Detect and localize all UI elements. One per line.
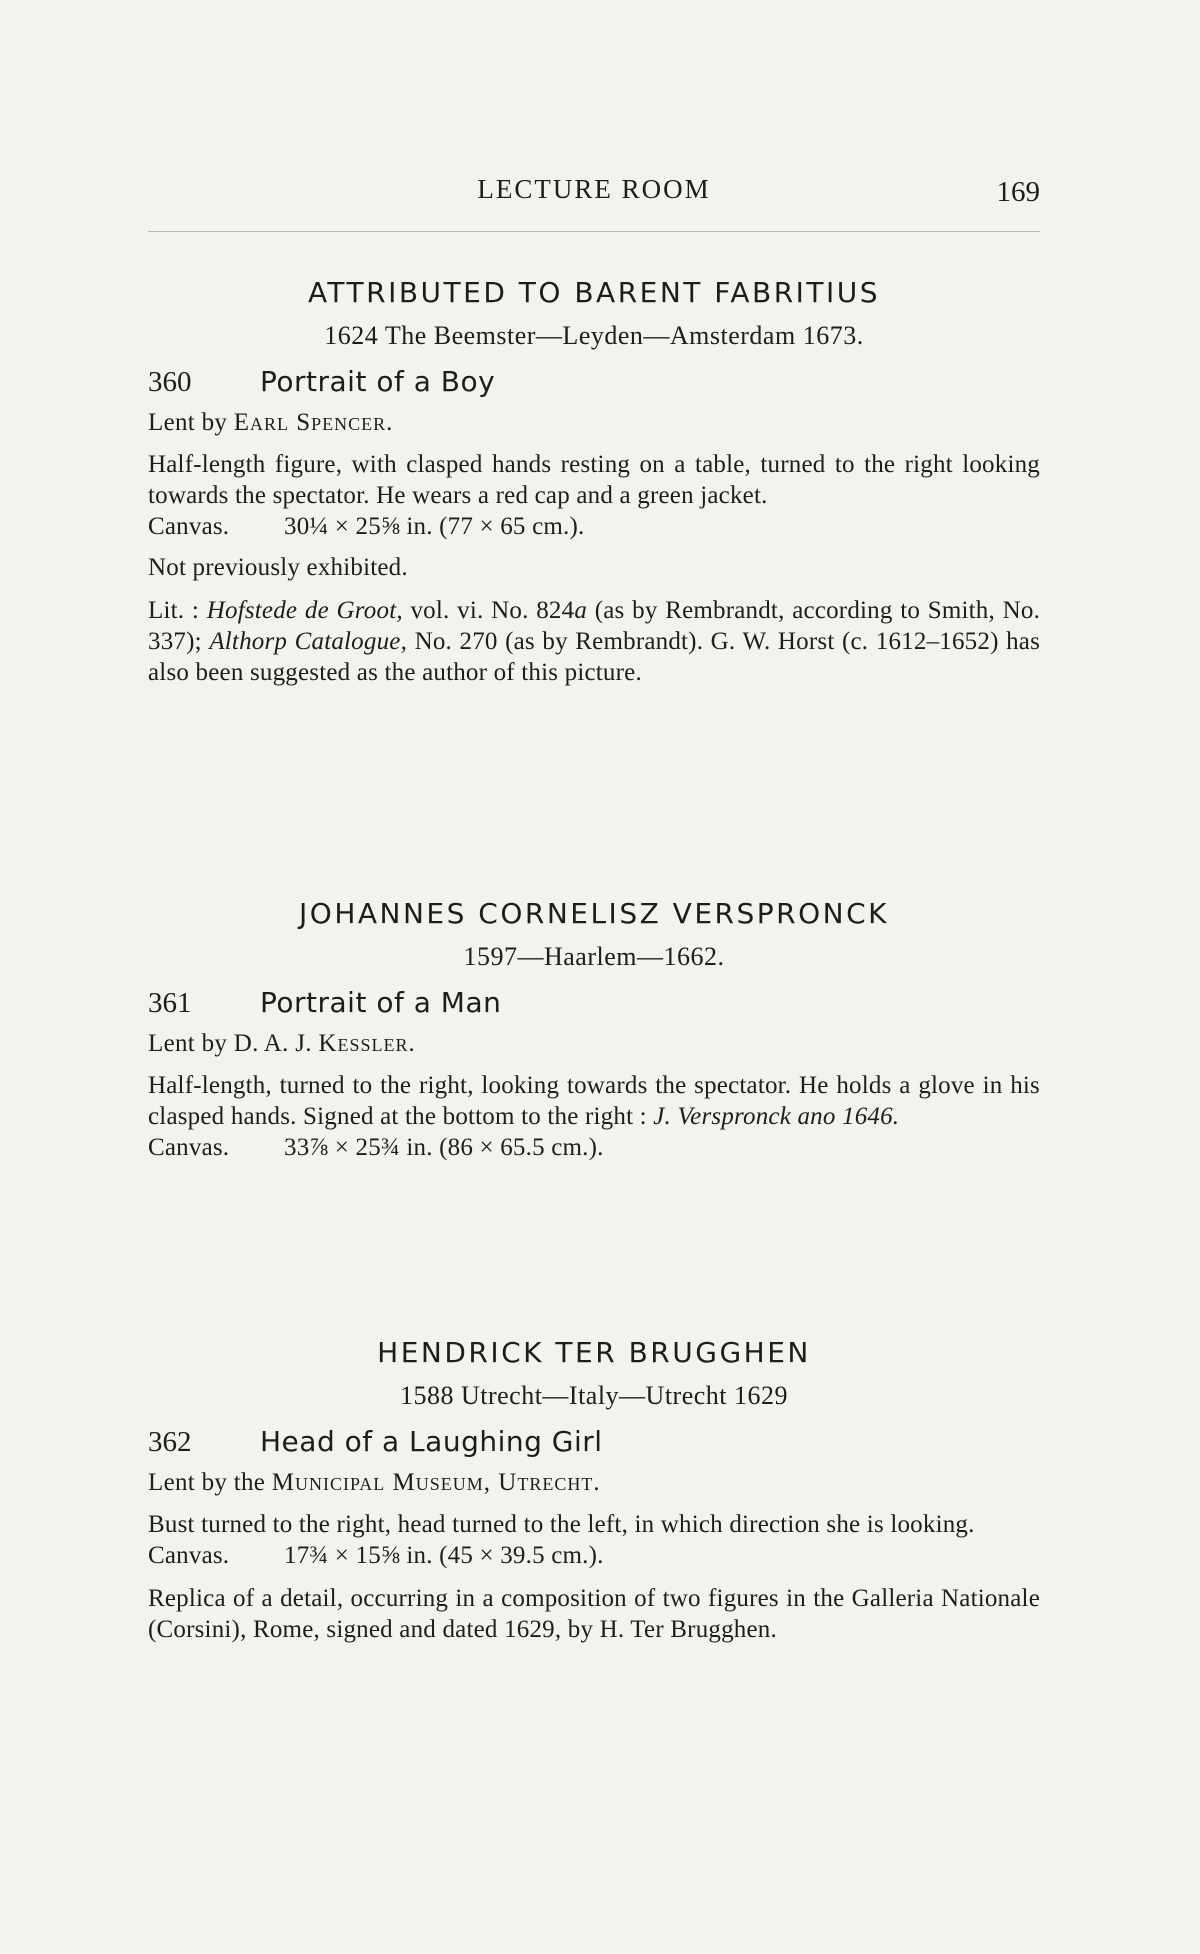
artist-dates: 1597—Haarlem—1662. [463,942,725,971]
artist-heading: JOHANNES CORNELISZ VERSPRONCK [299,897,889,930]
lender-name: Earl Spencer. [233,409,394,436]
signature-inscription: J. Verspronck ano 1646. [653,1103,900,1130]
lit-text-smith: (as by Rembrandt, according to Smith, No. 337); [148,597,1041,655]
entry-heading [148,1425,1040,1459]
lit-number-suffix: a [574,597,588,624]
description: Bust turned to the right, head turned to the left, in which direction she is looking. [148,1511,975,1538]
literature-note [148,595,1040,688]
catalogue-number: 361 [148,987,192,1019]
canvas-label: Canvas. [148,1134,230,1161]
page-number: 169 [996,176,1040,208]
lit-reference-hofstede: Hofstede de Groot, [206,597,403,624]
lent-prefix: Lent by [148,409,228,436]
lender-line [148,1469,1040,1497]
lit-text-horst: No. 270 (as by Rembrandt). G. W. Horst (c. 1612–1652) has also been suggested as the author of this picture. [148,628,1041,686]
entry-heading [148,986,1040,1020]
replica-note: Replica of a detail, occurring in a composition of two figures in the Galleria Nationale (Corsini), Rome, signed and dated 1629, by H. Ter Brugghen. [148,1585,1040,1643]
artist-dates: 1588 Utrecht—Italy—Utrecht 1629 [399,1381,789,1410]
lent-prefix: Lent by the [148,1469,266,1496]
header-rule [148,231,1040,232]
lender-line [148,409,1040,437]
entry-361 [148,897,1040,1163]
artist-dates: 1624 The Beemster—Leyden—Amsterdam 1673. [324,321,864,350]
lent-prefix: Lent by D. A. J. [148,1030,312,1057]
entry-360 [148,276,1040,688]
painting-title: Portrait of a Boy [260,365,496,398]
canvas-dimensions: 33⅞ × 25¾ in. (86 × 65.5 cm.). [284,1134,604,1161]
entry-362 [148,1336,1040,1645]
description-text: Half-length, turned to the right, looking towards the spectator. He holds a glove in his clasped hands. Signed at the bottom to the right : [148,1072,1040,1130]
painting-title: Head of a Laughing Girl [260,1425,603,1458]
exhibition-note: Not previously exhibited. [148,554,408,581]
lender-line [148,1030,1040,1058]
lit-prefix: Lit. : [148,597,200,624]
catalogue-number: 362 [148,1426,192,1458]
canvas-dimensions-line [148,1540,1040,1571]
running-head [148,172,1040,212]
canvas-dimensions-line [148,511,1040,542]
lit-text-volume: vol. vi. No. 824 [410,597,575,624]
catalogue-number: 360 [148,366,192,398]
description: Half-length figure, with clasped hands resting on a table, turned to the right looking towards the spectator. He wears a red cap and a green jacket. [148,451,1040,509]
entry-heading [148,365,1040,399]
running-title: LECTURE ROOM [477,174,711,204]
canvas-label: Canvas. [148,513,230,540]
lit-reference-althorp: Althorp Catalogue, [209,628,408,655]
canvas-label: Canvas. [148,1542,230,1569]
lender-name: Kessler. [318,1030,416,1057]
canvas-dimensions: 17¾ × 15⅝ in. (45 × 39.5 cm.). [284,1542,604,1569]
description [148,1070,1040,1132]
canvas-dimensions-line [148,1132,1040,1163]
artist-heading: HENDRICK TER BRUGGHEN [377,1336,811,1369]
artist-heading: ATTRIBUTED TO BARENT FABRITIUS [307,276,881,309]
lender-name: Municipal Museum, Utrecht. [271,1469,601,1496]
painting-title: Portrait of a Man [260,986,502,1019]
canvas-dimensions: 30¼ × 25⅝ in. (77 × 65 cm.). [284,513,585,540]
